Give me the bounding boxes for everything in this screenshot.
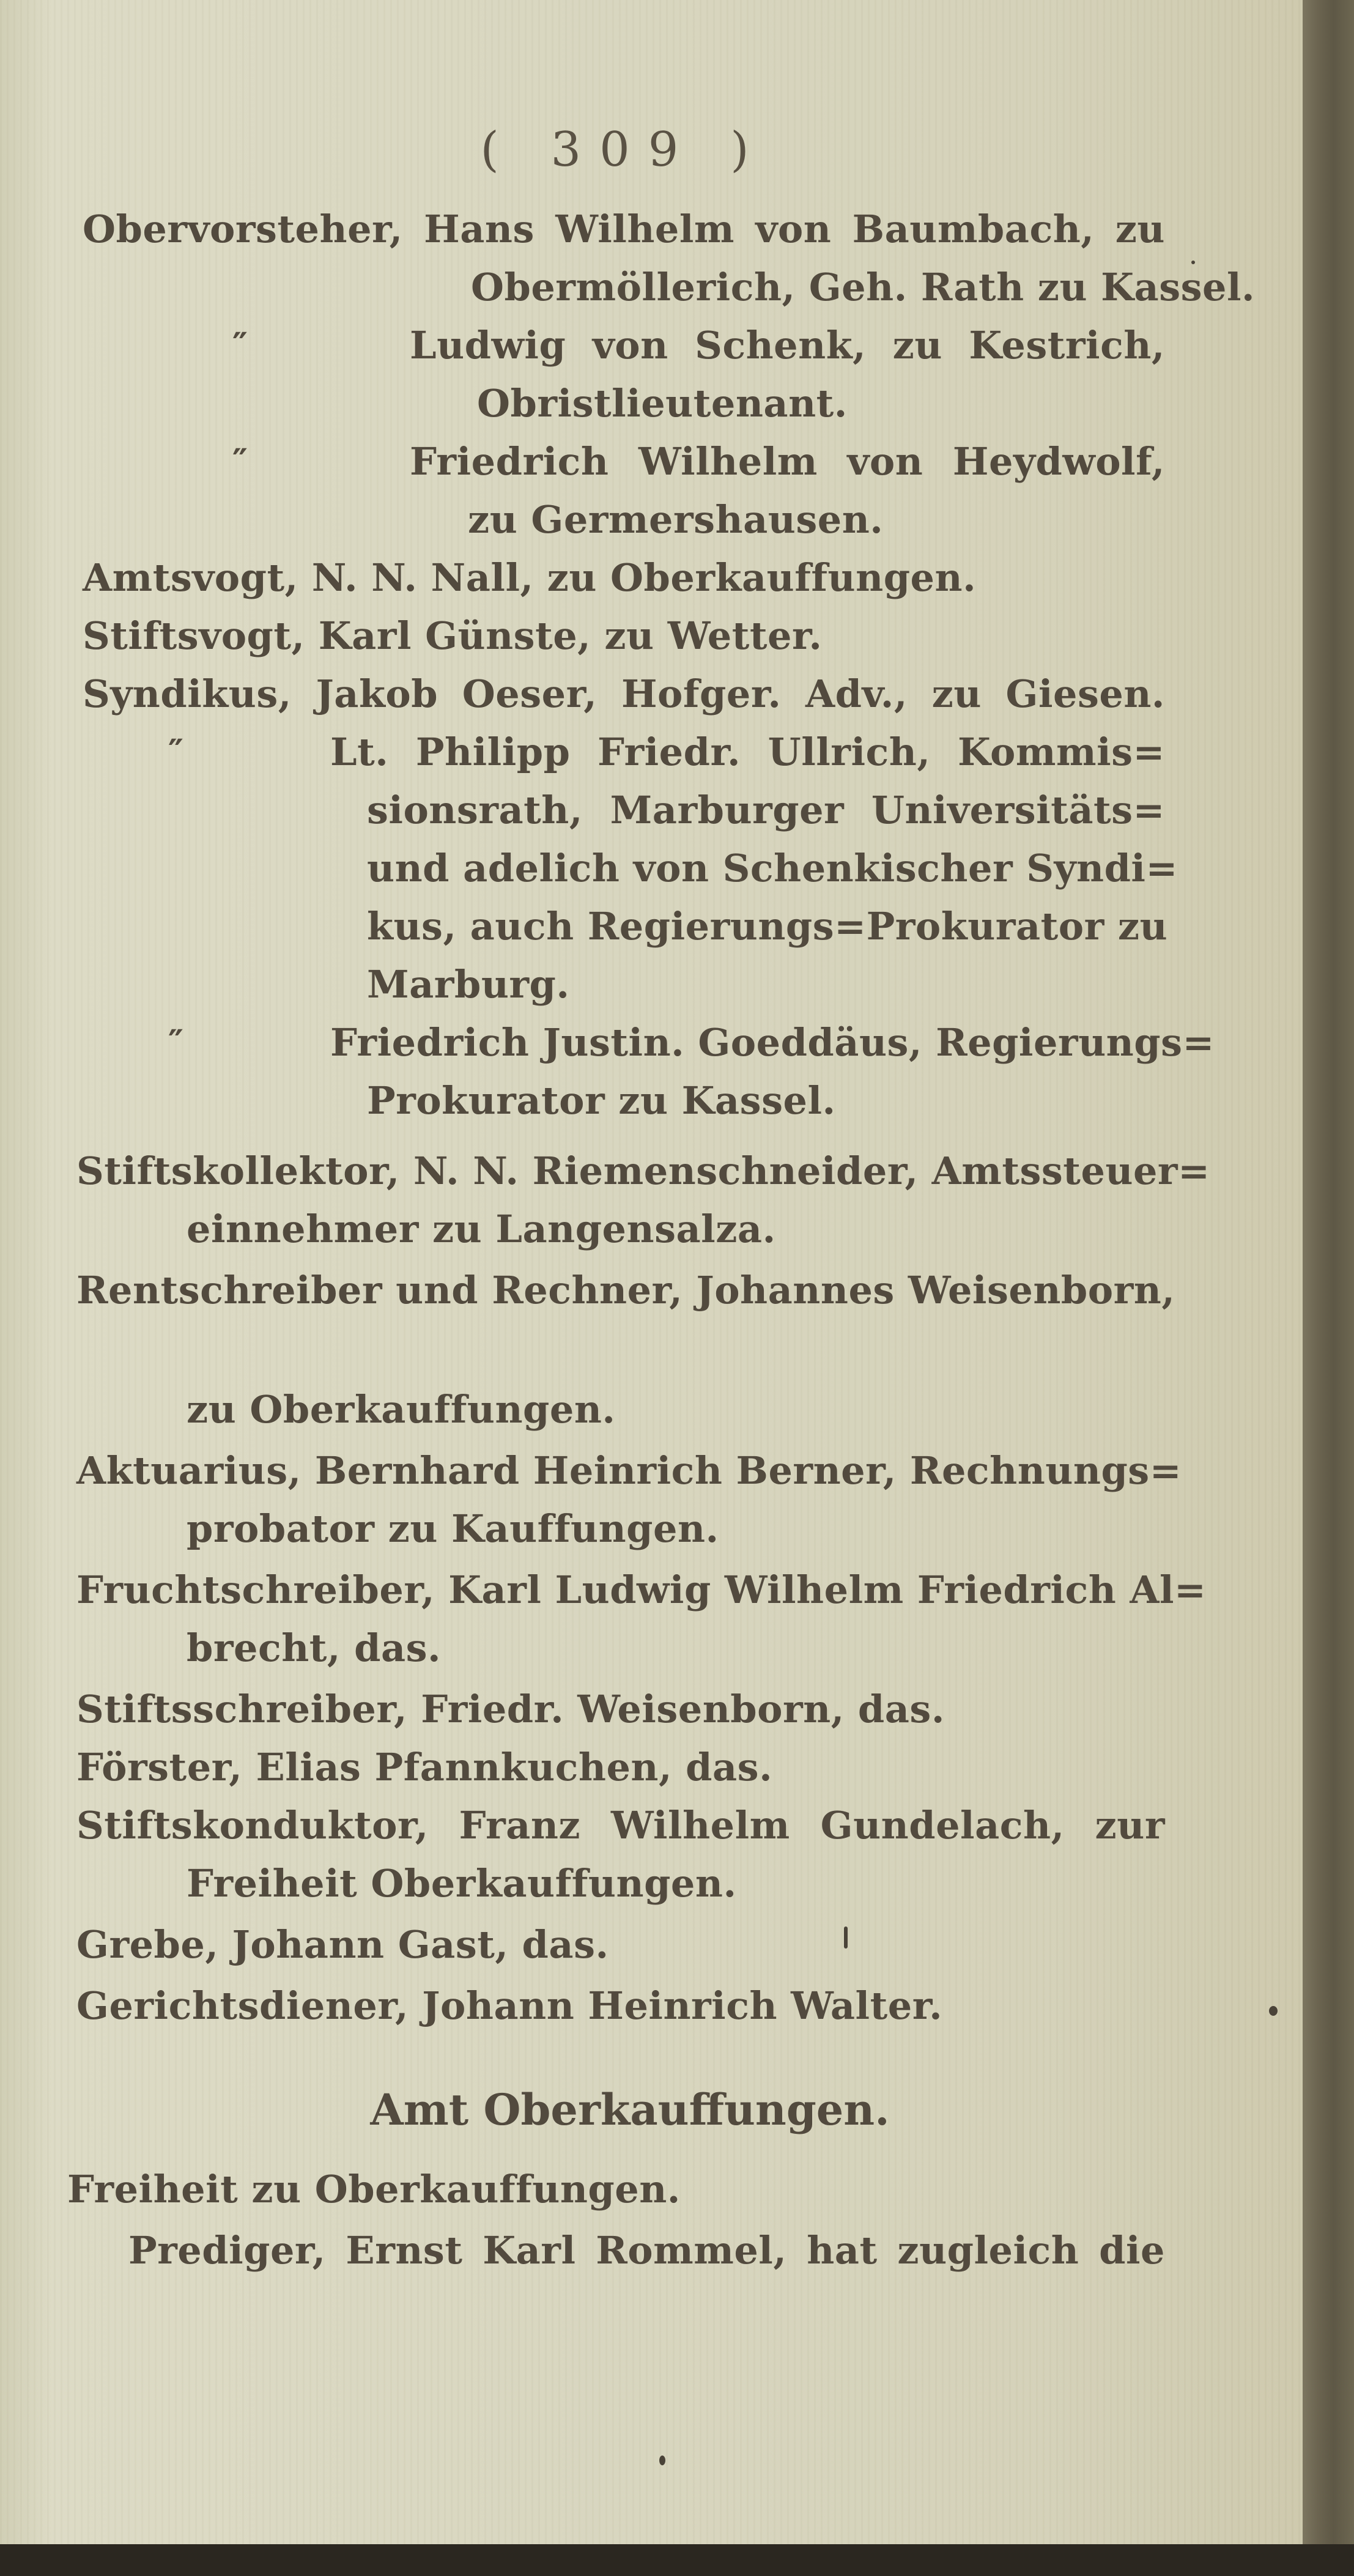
section-subheading: Freiheit zu Oberkauffungen. [67, 2167, 681, 2211]
entry-amtsvogt: Amtsvogt, N. N. Nall, zu Oberkauffungen. [83, 555, 977, 600]
entry-ullrich-line-2: sionsrath, Marburger Universitäts= [367, 788, 1165, 832]
entry-fruchtschreiber-line-1: Fruchtschreiber, Karl Ludwig Wilhelm Friedrich Al= [76, 1567, 1207, 1612]
entry-rentschreiber-line-1: Rentschreiber und Rechner, Johannes Weisenborn, [76, 1268, 1175, 1312]
entry-stiftskollektor-line-2: einnehmer zu Langensalza. [187, 1207, 776, 1251]
entry-stiftskollektor-line-1: Stiftskollektor, N. N. Riemenschneider, Amtssteuer= [76, 1149, 1210, 1193]
entry-heydwolf-line-2: zu Germershausen. [468, 497, 884, 542]
entry-gerichtsdiener: Gerichtsdiener, Johann Heinrich Walter. [76, 1983, 943, 2028]
section-heading: Amt Oberkauffungen. [370, 2084, 890, 2135]
ink-speck [1269, 2006, 1278, 2016]
entry-grebe: Grebe, Johann Gast, das. [76, 1922, 609, 1967]
entry-obervorsteher-line-2: Obermöllerich, Geh. Rath zu Kassel. [471, 265, 1256, 309]
entry-ullrich-line-3: und adelich von Schenkischer Syndi= [367, 846, 1178, 890]
entry-stiftsvogt: Stiftsvogt, Karl Günste, zu Wetter. [83, 613, 823, 658]
entry-ludwig-line-1: Ludwig von Schenk, zu Kestrich, [410, 323, 1165, 368]
ditto-mark: ″ [232, 442, 248, 482]
entry-aktuarius-line-1: Aktuarius, Bernhard Heinrich Berner, Rechnungs= [76, 1448, 1182, 1493]
page-number: ( 309 ) [480, 122, 768, 177]
entry-ullrich-line-4: kus, auch Regierungs=Prokurator zu [367, 904, 1168, 949]
entry-heydwolf-line-1: Friedrich Wilhelm von Heydwolf, [410, 439, 1165, 484]
entry-foerster: Förster, Elias Pfannkuchen, das. [76, 1745, 773, 1790]
entry-fruchtschreiber-line-2: brecht, das. [187, 1626, 442, 1670]
ditto-mark: ″ [168, 1023, 184, 1063]
entry-stiftskonduktor-line-1: Stiftskonduktor, Franz Wilhelm Gundelach, zur [76, 1803, 1165, 1848]
ink-speck [659, 2456, 665, 2465]
entry-goeddaeus-line-1: Friedrich Justin. Goeddäus, Regierungs= [330, 1020, 1215, 1065]
page-edge-gutter [1303, 0, 1354, 2576]
ditto-mark: ″ [232, 325, 248, 366]
entry-stiftskonduktor-line-2: Freiheit Oberkauffungen. [187, 1861, 737, 1906]
entry-ullrich-line-5: Marburg. [367, 962, 570, 1007]
entry-obervorsteher-line-1: Obervorsteher, Hans Wilhelm von Baumbach, zu [83, 207, 1165, 251]
entry-syndikus-oeser: Syndikus, Jakob Oeser, Hofger. Adv., zu Giesen. [83, 672, 1165, 716]
ditto-mark: ″ [168, 732, 184, 772]
entry-ullrich-line-1: Lt. Philipp Friedr. Ullrich, Kommis= [330, 730, 1165, 774]
entry-ludwig-line-2: Obristlieutenant. [477, 381, 848, 426]
ink-speck [844, 1926, 848, 1949]
section-first-line: Prediger, Ernst Karl Rommel, hat zugleich die [128, 2228, 1165, 2273]
scan-bottom-border [0, 2544, 1354, 2576]
entry-goeddaeus-line-2: Prokurator zu Kassel. [367, 1078, 836, 1123]
entry-rentschreiber-line-2: zu Oberkauffungen. [187, 1387, 616, 1432]
entry-aktuarius-line-2: probator zu Kauffungen. [187, 1506, 719, 1551]
ink-speck [1191, 261, 1195, 264]
entry-stiftsschreiber: Stiftsschreiber, Friedr. Weisenborn, das. [76, 1687, 945, 1731]
